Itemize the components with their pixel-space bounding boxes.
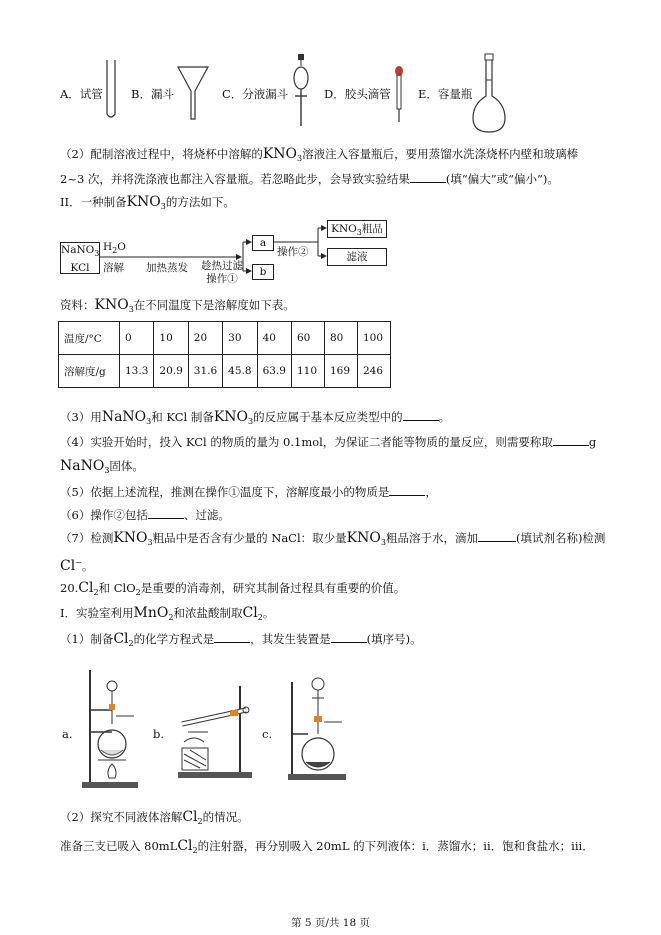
q2-line1: （2）配制溶液过程中，将烧杯中溶解的$KNO_3$溶液注入容量瓶后，要用蒸馏水洗涤烧杯内壁和玻璃棒 xyxy=(60,146,579,163)
setup-b-diagram xyxy=(168,680,258,780)
q20-heading: $20.Cl_2$和 ClO$_2$是重要的消毒剂，研究其制备过程具有重要的价值。 xyxy=(60,580,406,597)
part-ii-heading: II．一种制备$KNO_3$的方法如下。 xyxy=(60,194,235,211)
q3: （3）用NaNO$_3$和 KCl 制备$KNO_3$的反应属于基本反应类型中的 。 xyxy=(60,409,451,426)
table-cell: 246 xyxy=(357,355,390,388)
answer-blank[interactable] xyxy=(553,434,589,446)
answer-blank[interactable] xyxy=(214,631,250,643)
answer-blank[interactable] xyxy=(331,631,367,643)
volumetric-flask-icon xyxy=(470,52,508,136)
option-c-label: C．分液漏斗 xyxy=(222,87,289,101)
table-cell: 10 xyxy=(154,322,188,355)
q2-line2: 2~3 次，并将洗涤液也都注入容量瓶。若忽略此步，会导致实验结果 (填“偏大”或“偏小”)。 xyxy=(60,172,559,186)
flow-start-box: NaNO$_3$ KCl xyxy=(61,244,100,274)
answer-blank[interactable] xyxy=(389,484,425,496)
setup-a-diagram xyxy=(76,664,140,794)
q20-2: （2）探究不同液体溶解$Cl_2$的情况。 xyxy=(60,809,249,826)
q20-1: （1）制备$Cl_2$的化学方程式是 ，其发生装置是 (填序号)。 xyxy=(60,631,422,648)
q5: （5）依据上述流程，推测在操作①温度下，溶解度最小的物质是 ， xyxy=(60,485,437,499)
flow-box-a: a xyxy=(252,235,274,251)
flow-box-crude: $KNO_3$粗品 xyxy=(327,220,387,238)
setup-c-diagram xyxy=(282,670,352,786)
table-cell: 100 xyxy=(357,322,390,355)
table-cell: 20 xyxy=(188,322,222,355)
option-b-label: B．漏斗 xyxy=(131,87,174,101)
flow-step-op2: 操作② xyxy=(277,246,309,258)
flow-step-evaporate: 加热蒸发 xyxy=(146,262,188,274)
q20-part-i: I．实验室利用MnO$_2$和浓盐酸制取$Cl_2$。 xyxy=(60,605,275,622)
funnel-icon xyxy=(176,65,210,121)
q20-2-setup-text: 准备三支已吸入 80mLCl$_2$的注射器，再分别吸入 20mL 的下列液体：i．蒸馏水；ii．饱和食盐水；iii． xyxy=(60,838,594,855)
setup-label-a: a. xyxy=(62,727,73,741)
table-cell: 20.9 xyxy=(154,355,188,388)
option-d-label: D．胶头滴管 xyxy=(324,87,391,101)
table-cell: 30 xyxy=(223,322,257,355)
table-cell: 60 xyxy=(291,322,324,355)
flow-step-filter: 趁热过滤 操作① xyxy=(201,260,243,285)
option-e-label: E．容量瓶 xyxy=(418,87,473,101)
separatory-funnel-icon xyxy=(290,52,312,128)
answer-blank[interactable] xyxy=(410,171,446,183)
q6: （6）操作②包括 、过滤。 xyxy=(60,508,230,522)
table-header-cell: 溶解度/g xyxy=(59,355,120,388)
flow-reagent-water: $H_2O$ xyxy=(103,241,126,255)
page-footer: 第 5 页/共 18 页 xyxy=(291,917,370,929)
process-flowchart xyxy=(0,216,661,292)
table-cell: 169 xyxy=(324,355,357,388)
flow-box-b: b xyxy=(252,264,274,280)
table-row xyxy=(59,355,391,388)
option-a-label: A．试管 xyxy=(60,87,103,101)
data-note: 资料：$KNO_3$在不同温度下是溶解度如下表。 xyxy=(60,297,295,314)
solubility-table xyxy=(58,321,391,388)
q7-line2: Cl−。 xyxy=(60,557,94,574)
table-cell: 110 xyxy=(291,355,324,388)
test-tube-icon xyxy=(104,58,118,122)
q4-line1: （4）实验开始时，投入 KCl 的物质的量为 0.1mol，为保证二者能等物质的量反应，则需要称取 g xyxy=(60,435,597,449)
q7-line1: （7）检测$KNO_3$粗品中是否含有少量的 NaCl：取少量$KNO_3$粗品溶于水，滴加 (填试剂名称)检测 xyxy=(60,530,606,547)
q4-line2: NaNO$_3$固体。 xyxy=(60,458,144,475)
answer-blank[interactable] xyxy=(478,530,516,542)
setup-label-b: b. xyxy=(153,727,165,741)
answer-blank[interactable] xyxy=(148,507,184,519)
table-cell: 40 xyxy=(257,322,291,355)
apparatus-row xyxy=(0,50,661,140)
table-cell: 80 xyxy=(324,322,357,355)
table-cell: 45.8 xyxy=(223,355,257,388)
table-cell: 31.6 xyxy=(188,355,222,388)
flow-box-filtrate: 滤液 xyxy=(327,248,387,266)
flow-step-dissolve: 溶解 xyxy=(103,262,124,274)
dropper-icon xyxy=(392,64,406,124)
table-row xyxy=(59,322,391,355)
table-cell: 0 xyxy=(120,322,154,355)
table-cell: 13.3 xyxy=(120,355,154,388)
answer-blank[interactable] xyxy=(403,409,439,421)
table-cell: 63.9 xyxy=(257,355,291,388)
table-header-cell: 温度/°C xyxy=(59,322,120,355)
setup-label-c: c. xyxy=(262,727,273,741)
